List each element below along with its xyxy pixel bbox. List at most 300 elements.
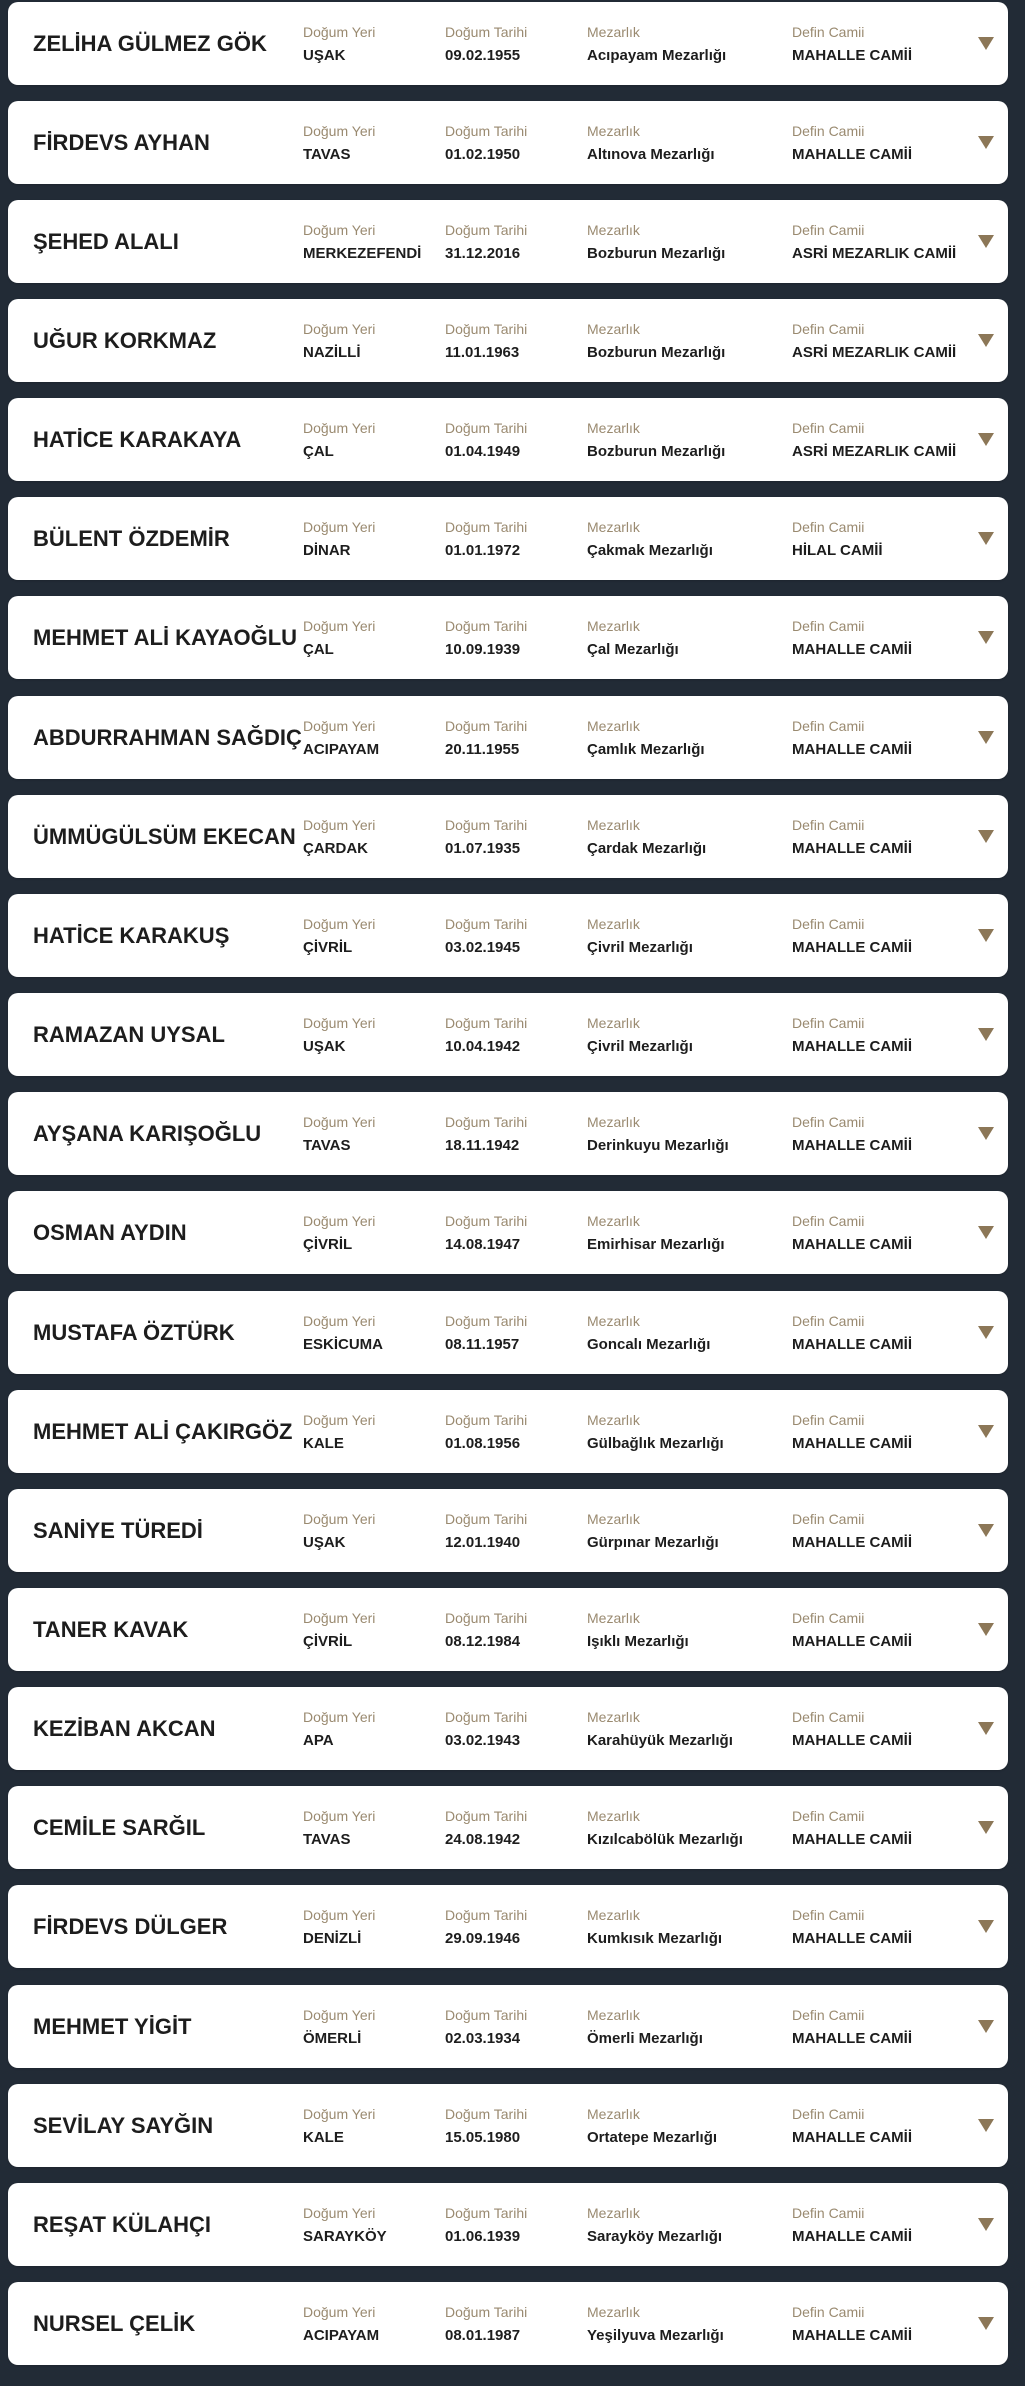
cemetery-value: Bozburun Mezarlığı	[587, 344, 726, 361]
birthdate-value: 29.09.1946	[445, 1930, 521, 1947]
cemetery-value: Çivril Mezarlığı	[587, 939, 693, 956]
mosque-label: Defin Camii	[792, 1412, 865, 1428]
cemetery-field	[587, 320, 725, 362]
cemetery-value: Çakmak Mezarlığı	[587, 542, 713, 559]
mosque-value: MAHALLE CAMİİ	[792, 2129, 912, 2146]
mosque-value: MAHALLE CAMİİ	[792, 641, 912, 658]
cemetery-value: Gülbağlık Mezarlığı	[587, 1435, 724, 1452]
birthdate-value: 08.12.1984	[445, 1633, 521, 1650]
birthplace-field	[303, 320, 375, 362]
expand-triangle	[978, 929, 994, 942]
birthplace-value: TAVAS	[303, 1137, 351, 1154]
cemetery-field	[587, 221, 725, 263]
mosque-field	[792, 617, 912, 659]
birthplace-field	[303, 1906, 375, 1948]
cemetery-field	[587, 1708, 733, 1750]
birthplace-label: Doğum Yeri	[303, 1907, 376, 1923]
birthdate-field	[445, 1113, 527, 1155]
birthdate-value: 10.04.1942	[445, 1038, 521, 1055]
chevron-down-icon[interactable]	[977, 1522, 995, 1540]
chevron-down-icon[interactable]	[977, 1026, 995, 1044]
birthdate-value: 01.02.1950	[445, 146, 521, 163]
birthdate-field	[445, 122, 527, 164]
birthdate-field	[445, 221, 527, 263]
expand-triangle	[978, 37, 994, 50]
deceased-name: ABDURRAHMAN SAĞDIÇ	[33, 724, 302, 750]
mosque-label: Defin Camii	[792, 222, 865, 238]
chevron-down-icon[interactable]	[977, 2216, 995, 2234]
obituary-card[interactable]	[8, 101, 1008, 184]
cemetery-value: Çardak Mezarlığı	[587, 840, 707, 857]
cemetery-label: Mezarlık	[587, 1511, 640, 1527]
obituary-card[interactable]	[8, 2282, 1008, 2365]
cemetery-label: Mezarlık	[587, 420, 640, 436]
mosque-label: Defin Camii	[792, 1709, 865, 1725]
expand-triangle	[978, 433, 994, 446]
obituary-card[interactable]	[8, 2183, 1008, 2266]
cemetery-label: Mezarlık	[587, 222, 640, 238]
obituary-card[interactable]	[8, 596, 1008, 679]
chevron-down-icon[interactable]	[977, 332, 995, 350]
mosque-label: Defin Camii	[792, 817, 865, 833]
obituary-card[interactable]	[8, 1390, 1008, 1473]
mosque-value: MAHALLE CAMİİ	[792, 1831, 912, 1848]
birthplace-label: Doğum Yeri	[303, 123, 376, 139]
mosque-value: MAHALLE CAMİİ	[792, 1534, 912, 1551]
birthplace-field	[303, 221, 421, 263]
birthdate-value: 24.08.1942	[445, 1831, 521, 1848]
birthdate-field	[445, 1510, 527, 1552]
obituary-card[interactable]	[8, 1291, 1008, 1374]
mosque-field	[792, 221, 956, 263]
expand-triangle	[978, 1524, 994, 1537]
cemetery-label: Mezarlık	[587, 1114, 640, 1130]
obituary-card[interactable]	[8, 1489, 1008, 1572]
mosque-value: MAHALLE CAMİİ	[792, 1435, 912, 1452]
obituary-card[interactable]	[8, 1588, 1008, 1671]
cemetery-label: Mezarlık	[587, 1015, 640, 1031]
cemetery-field	[587, 717, 705, 759]
birthplace-field	[303, 816, 375, 858]
chevron-down-icon[interactable]	[977, 35, 995, 53]
birthdate-label: Doğum Tarihi	[445, 2007, 528, 2023]
cemetery-field	[587, 122, 715, 164]
obituary-card[interactable]	[8, 993, 1008, 1076]
mosque-field	[792, 1510, 912, 1552]
birthplace-label: Doğum Yeri	[303, 1808, 376, 1824]
chevron-down-icon[interactable]	[977, 1918, 995, 1936]
deceased-name: SEVİLAY SAYĞIN	[33, 2112, 214, 2138]
chevron-down-icon[interactable]	[977, 1720, 995, 1738]
birthdate-label: Doğum Tarihi	[445, 1015, 528, 1031]
cemetery-field	[587, 1906, 722, 1948]
expand-triangle	[978, 334, 994, 347]
chevron-down-icon[interactable]	[977, 729, 995, 747]
expand-triangle	[978, 2218, 994, 2231]
chevron-down-icon[interactable]	[977, 1324, 995, 1342]
birthplace-label: Doğum Yeri	[303, 222, 376, 238]
birthplace-field	[303, 122, 375, 164]
cemetery-label: Mezarlık	[587, 519, 640, 535]
birthplace-value: ESKİCUMA	[303, 1336, 384, 1353]
cemetery-field	[587, 2006, 703, 2048]
mosque-value: MAHALLE CAMİİ	[792, 1633, 912, 1650]
expand-triangle	[978, 1722, 994, 1735]
mosque-label: Defin Camii	[792, 2304, 865, 2320]
birthdate-value: 11.01.1963	[445, 344, 520, 361]
birthdate-value: 03.02.1945	[445, 939, 521, 956]
birthplace-value: DENİZLİ	[303, 1930, 362, 1947]
chevron-down-icon[interactable]	[977, 2018, 995, 2036]
deceased-name: MEHMET ALİ KAYAOĞLU	[33, 624, 298, 650]
birthdate-field	[445, 2303, 527, 2345]
cemetery-label: Mezarlık	[587, 817, 640, 833]
mosque-value: MAHALLE CAMİİ	[792, 2228, 912, 2245]
birthplace-field	[303, 518, 375, 560]
cemetery-field	[587, 23, 726, 65]
birthdate-field	[445, 816, 527, 858]
cemetery-field	[587, 915, 693, 957]
deceased-name: AYŞANA KARIŞOĞLU	[33, 1120, 262, 1146]
birthdate-label: Doğum Tarihi	[445, 1610, 528, 1626]
deceased-name: ÜMMÜGÜLSÜM EKECAN	[33, 823, 296, 849]
mosque-label: Defin Camii	[792, 1313, 865, 1329]
cemetery-label: Mezarlık	[587, 1313, 640, 1329]
cemetery-field	[587, 1014, 693, 1056]
birthdate-field	[445, 1411, 527, 1453]
obituary-card[interactable]	[8, 1092, 1008, 1175]
expand-triangle	[978, 830, 994, 843]
birthdate-label: Doğum Tarihi	[445, 519, 528, 535]
birthplace-field	[303, 2006, 375, 2048]
birthplace-field	[303, 23, 375, 65]
mosque-label: Defin Camii	[792, 718, 865, 734]
obituary-card[interactable]	[8, 398, 1008, 481]
chevron-down-icon[interactable]	[977, 927, 995, 945]
mosque-value: MAHALLE CAMİİ	[792, 47, 912, 64]
birthdate-value: 01.08.1956	[445, 1435, 521, 1452]
birthplace-field	[303, 1609, 375, 1651]
cemetery-label: Mezarlık	[587, 1808, 640, 1824]
expand-triangle	[978, 1226, 994, 1239]
cemetery-field	[587, 419, 725, 461]
mosque-field	[792, 419, 956, 461]
deceased-name: MEHMET YİGİT	[33, 2013, 192, 2039]
cemetery-label: Mezarlık	[587, 2106, 640, 2122]
expand-triangle	[978, 1425, 994, 1438]
birthdate-field	[445, 1212, 527, 1254]
birthdate-field	[445, 320, 527, 362]
chevron-down-icon[interactable]	[977, 1125, 995, 1143]
birthdate-label: Doğum Tarihi	[445, 1808, 528, 1824]
birthdate-label: Doğum Tarihi	[445, 916, 528, 932]
mosque-value: MAHALLE CAMİİ	[792, 1236, 912, 1253]
birthplace-label: Doğum Yeri	[303, 2205, 376, 2221]
birthdate-label: Doğum Tarihi	[445, 817, 528, 833]
birthplace-field	[303, 2303, 379, 2345]
birthplace-field	[303, 1312, 383, 1354]
cemetery-value: Bozburun Mezarlığı	[587, 443, 726, 460]
obituary-card[interactable]	[8, 795, 1008, 878]
cemetery-label: Mezarlık	[587, 1907, 640, 1923]
mosque-value: MAHALLE CAMİİ	[792, 840, 912, 857]
birthdate-value: 01.06.1939	[445, 2228, 521, 2245]
cemetery-label: Mezarlık	[587, 2007, 640, 2023]
mosque-field	[792, 1312, 912, 1354]
birthdate-label: Doğum Tarihi	[445, 718, 528, 734]
expand-triangle	[978, 1821, 994, 1834]
chevron-down-icon[interactable]	[977, 530, 995, 548]
birthplace-value: ÖMERLİ	[303, 2030, 362, 2047]
birthplace-field	[303, 1510, 375, 1552]
cemetery-value: Goncalı Mezarlığı	[587, 1336, 711, 1353]
mosque-label: Defin Camii	[792, 2106, 865, 2122]
deceased-name: ŞEHED ALALI	[33, 228, 179, 254]
birthplace-value: KALE	[303, 1435, 344, 1452]
birthplace-value: ÇİVRİL	[303, 939, 353, 956]
mosque-field	[792, 1807, 912, 1849]
birthdate-value: 20.11.1955	[445, 741, 520, 758]
obituary-card[interactable]	[8, 2084, 1008, 2167]
birthplace-label: Doğum Yeri	[303, 618, 376, 634]
birthplace-label: Doğum Yeri	[303, 1511, 376, 1527]
expand-triangle	[978, 731, 994, 744]
cemetery-label: Mezarlık	[587, 321, 640, 337]
birthplace-field	[303, 617, 375, 659]
obituary-card[interactable]	[8, 1885, 1008, 1968]
birthplace-field	[303, 1708, 375, 1750]
obituary-card[interactable]	[8, 497, 1008, 580]
obituary-card[interactable]	[8, 894, 1008, 977]
birthplace-label: Doğum Yeri	[303, 916, 376, 932]
mosque-field	[792, 1906, 912, 1948]
birthplace-value: ÇAL	[303, 443, 334, 460]
birthdate-value: 18.11.1942	[445, 1137, 520, 1154]
birthdate-value: 15.05.1980	[445, 2129, 521, 2146]
cemetery-value: Ortatepe Mezarlığı	[587, 2129, 718, 2146]
mosque-field	[792, 2204, 912, 2246]
cemetery-label: Mezarlık	[587, 718, 640, 734]
cemetery-value: Çamlık Mezarlığı	[587, 741, 705, 758]
birthdate-label: Doğum Tarihi	[445, 618, 528, 634]
cemetery-label: Mezarlık	[587, 1610, 640, 1626]
birthdate-field	[445, 2204, 527, 2246]
chevron-down-icon[interactable]	[977, 431, 995, 449]
birthdate-label: Doğum Tarihi	[445, 2304, 528, 2320]
birthdate-value: 08.11.1957	[445, 1336, 520, 1353]
obituary-card[interactable]	[8, 1985, 1008, 2068]
birthdate-value: 01.01.1972	[445, 542, 521, 559]
mosque-value: HİLAL CAMİİ	[792, 542, 883, 559]
deceased-name: FİRDEVS DÜLGER	[33, 1913, 228, 1939]
birthdate-field	[445, 2006, 527, 2048]
birthplace-label: Doğum Yeri	[303, 519, 376, 535]
birthplace-value: NAZİLLİ	[303, 344, 361, 361]
mosque-label: Defin Camii	[792, 618, 865, 634]
birthplace-label: Doğum Yeri	[303, 718, 376, 734]
birthplace-value: ÇAL	[303, 641, 334, 658]
expand-triangle	[978, 1028, 994, 1041]
mosque-field	[792, 1014, 912, 1056]
birthdate-value: 08.01.1987	[445, 2327, 521, 2344]
deceased-name: REŞAT KÜLAHÇI	[33, 2211, 212, 2237]
obituary-card[interactable]	[8, 1786, 1008, 1869]
birthdate-field	[445, 1014, 527, 1056]
chevron-down-icon[interactable]	[977, 2315, 995, 2333]
birthplace-value: SARAYKÖY	[303, 2228, 387, 2245]
obituary-card[interactable]	[8, 2, 1008, 85]
mosque-field	[792, 320, 956, 362]
birthplace-value: DİNAR	[303, 542, 351, 559]
mosque-label: Defin Camii	[792, 321, 865, 337]
obituary-card[interactable]	[8, 1191, 1008, 1274]
cemetery-label: Mezarlık	[587, 1412, 640, 1428]
birthdate-value: 09.02.1955	[445, 47, 521, 64]
birthplace-value: TAVAS	[303, 146, 351, 163]
cemetery-value: Kumkısık Mezarlığı	[587, 1930, 723, 1947]
cemetery-value: Derinkuyu Mezarlığı	[587, 1137, 729, 1154]
birthdate-label: Doğum Tarihi	[445, 2205, 528, 2221]
birthplace-field	[303, 2204, 387, 2246]
cemetery-label: Mezarlık	[587, 1213, 640, 1229]
expand-triangle	[978, 631, 994, 644]
birthplace-label: Doğum Yeri	[303, 24, 376, 40]
deceased-name: RAMAZAN UYSAL	[33, 1021, 225, 1047]
mosque-label: Defin Camii	[792, 1511, 865, 1527]
chevron-down-icon[interactable]	[977, 1224, 995, 1242]
mosque-field	[792, 2303, 912, 2345]
mosque-field	[792, 1113, 912, 1155]
birthdate-label: Doğum Tarihi	[445, 1709, 528, 1725]
expand-triangle	[978, 532, 994, 545]
deceased-name: OSMAN AYDIN	[33, 1219, 187, 1245]
birthdate-value: 01.07.1935	[445, 840, 521, 857]
birthplace-label: Doğum Yeri	[303, 1213, 376, 1229]
birthplace-label: Doğum Yeri	[303, 1114, 376, 1130]
birthdate-field	[445, 1708, 527, 1750]
cemetery-value: Sarayköy Mezarlığı	[587, 2228, 723, 2245]
deceased-name: FİRDEVS AYHAN	[33, 129, 210, 155]
mosque-label: Defin Camii	[792, 2205, 865, 2221]
chevron-down-icon[interactable]	[977, 233, 995, 251]
expand-triangle	[978, 1623, 994, 1636]
mosque-label: Defin Camii	[792, 420, 865, 436]
deceased-name: HATİCE KARAKAYA	[33, 426, 242, 452]
obituary-card[interactable]	[8, 299, 1008, 382]
mosque-value: ASRİ MEZARLIK CAMİİ	[792, 344, 957, 361]
expand-triangle	[978, 2020, 994, 2033]
mosque-field	[792, 915, 912, 957]
birthplace-label: Doğum Yeri	[303, 420, 376, 436]
birthdate-field	[445, 23, 527, 65]
cemetery-value: Acıpayam Mezarlığı	[587, 47, 727, 64]
expand-triangle	[978, 2119, 994, 2132]
mosque-value: MAHALLE CAMİİ	[792, 1038, 912, 1055]
deceased-name: CEMİLE SARĞIL	[33, 1814, 206, 1840]
mosque-label: Defin Camii	[792, 1808, 865, 1824]
expand-triangle	[978, 2317, 994, 2330]
mosque-value: MAHALLE CAMİİ	[792, 2030, 912, 2047]
birthdate-value: 14.08.1947	[445, 1236, 521, 1253]
deceased-name: UĞUR KORKMAZ	[33, 327, 217, 353]
cemetery-value: Çivril Mezarlığı	[587, 1038, 693, 1055]
mosque-field	[792, 1609, 912, 1651]
cemetery-label: Mezarlık	[587, 123, 640, 139]
chevron-down-icon[interactable]	[977, 1423, 995, 1441]
cemetery-field	[587, 1807, 743, 1849]
cemetery-value: Gürpınar Mezarlığı	[587, 1534, 719, 1551]
birthplace-field	[303, 2105, 375, 2147]
expand-triangle	[978, 1326, 994, 1339]
cemetery-value: Emirhisar Mezarlığı	[587, 1236, 725, 1253]
mosque-value: MAHALLE CAMİİ	[792, 2327, 912, 2344]
birthplace-field	[303, 1807, 375, 1849]
mosque-field	[792, 1411, 912, 1453]
mosque-label: Defin Camii	[792, 1213, 865, 1229]
birthdate-field	[445, 1906, 527, 1948]
birthdate-field	[445, 518, 527, 560]
cemetery-value: Işıklı Mezarlığı	[587, 1633, 689, 1650]
chevron-down-icon[interactable]	[977, 828, 995, 846]
birthdate-label: Doğum Tarihi	[445, 420, 528, 436]
birthplace-value: APA	[303, 1732, 334, 1749]
birthdate-value: 31.12.2016	[445, 245, 521, 262]
cemetery-label: Mezarlık	[587, 24, 640, 40]
obituary-card[interactable]	[8, 1687, 1008, 1770]
cemetery-label: Mezarlık	[587, 916, 640, 932]
birthplace-value: ÇİVRİL	[303, 1236, 353, 1253]
mosque-value: MAHALLE CAMİİ	[792, 741, 912, 758]
chevron-down-icon[interactable]	[977, 1621, 995, 1639]
obituary-card[interactable]	[8, 696, 1008, 779]
mosque-value: ASRİ MEZARLIK CAMİİ	[792, 443, 957, 460]
chevron-down-icon[interactable]	[977, 629, 995, 647]
birthplace-label: Doğum Yeri	[303, 817, 376, 833]
mosque-field	[792, 122, 912, 164]
birthplace-label: Doğum Yeri	[303, 1412, 376, 1428]
chevron-down-icon[interactable]	[977, 134, 995, 152]
mosque-field	[792, 2105, 912, 2147]
deceased-name: KEZİBAN AKCAN	[33, 1715, 216, 1741]
birthdate-label: Doğum Tarihi	[445, 123, 528, 139]
chevron-down-icon[interactable]	[977, 2117, 995, 2135]
birthplace-value: ÇARDAK	[303, 840, 368, 857]
birthplace-label: Doğum Yeri	[303, 2304, 376, 2320]
cemetery-field	[587, 2105, 717, 2147]
expand-triangle	[978, 235, 994, 248]
mosque-field	[792, 1212, 912, 1254]
mosque-field	[792, 2006, 912, 2048]
cemetery-label: Mezarlık	[587, 1709, 640, 1725]
cemetery-field	[587, 1609, 689, 1651]
mosque-field	[792, 717, 912, 759]
deceased-name: TANER KAVAK	[33, 1616, 189, 1642]
cemetery-field	[587, 518, 713, 560]
mosque-label: Defin Camii	[792, 123, 865, 139]
birthdate-field	[445, 1312, 527, 1354]
obituary-card[interactable]	[8, 200, 1008, 283]
cemetery-value: Bozburun Mezarlığı	[587, 245, 726, 262]
birthdate-field	[445, 1609, 527, 1651]
birthplace-field	[303, 1014, 375, 1056]
birthdate-label: Doğum Tarihi	[445, 222, 528, 238]
mosque-label: Defin Camii	[792, 1114, 865, 1130]
birthplace-value: UŞAK	[303, 1038, 346, 1055]
mosque-label: Defin Camii	[792, 24, 865, 40]
cemetery-label: Mezarlık	[587, 2205, 640, 2221]
mosque-label: Defin Camii	[792, 1907, 865, 1923]
chevron-down-icon[interactable]	[977, 1819, 995, 1837]
